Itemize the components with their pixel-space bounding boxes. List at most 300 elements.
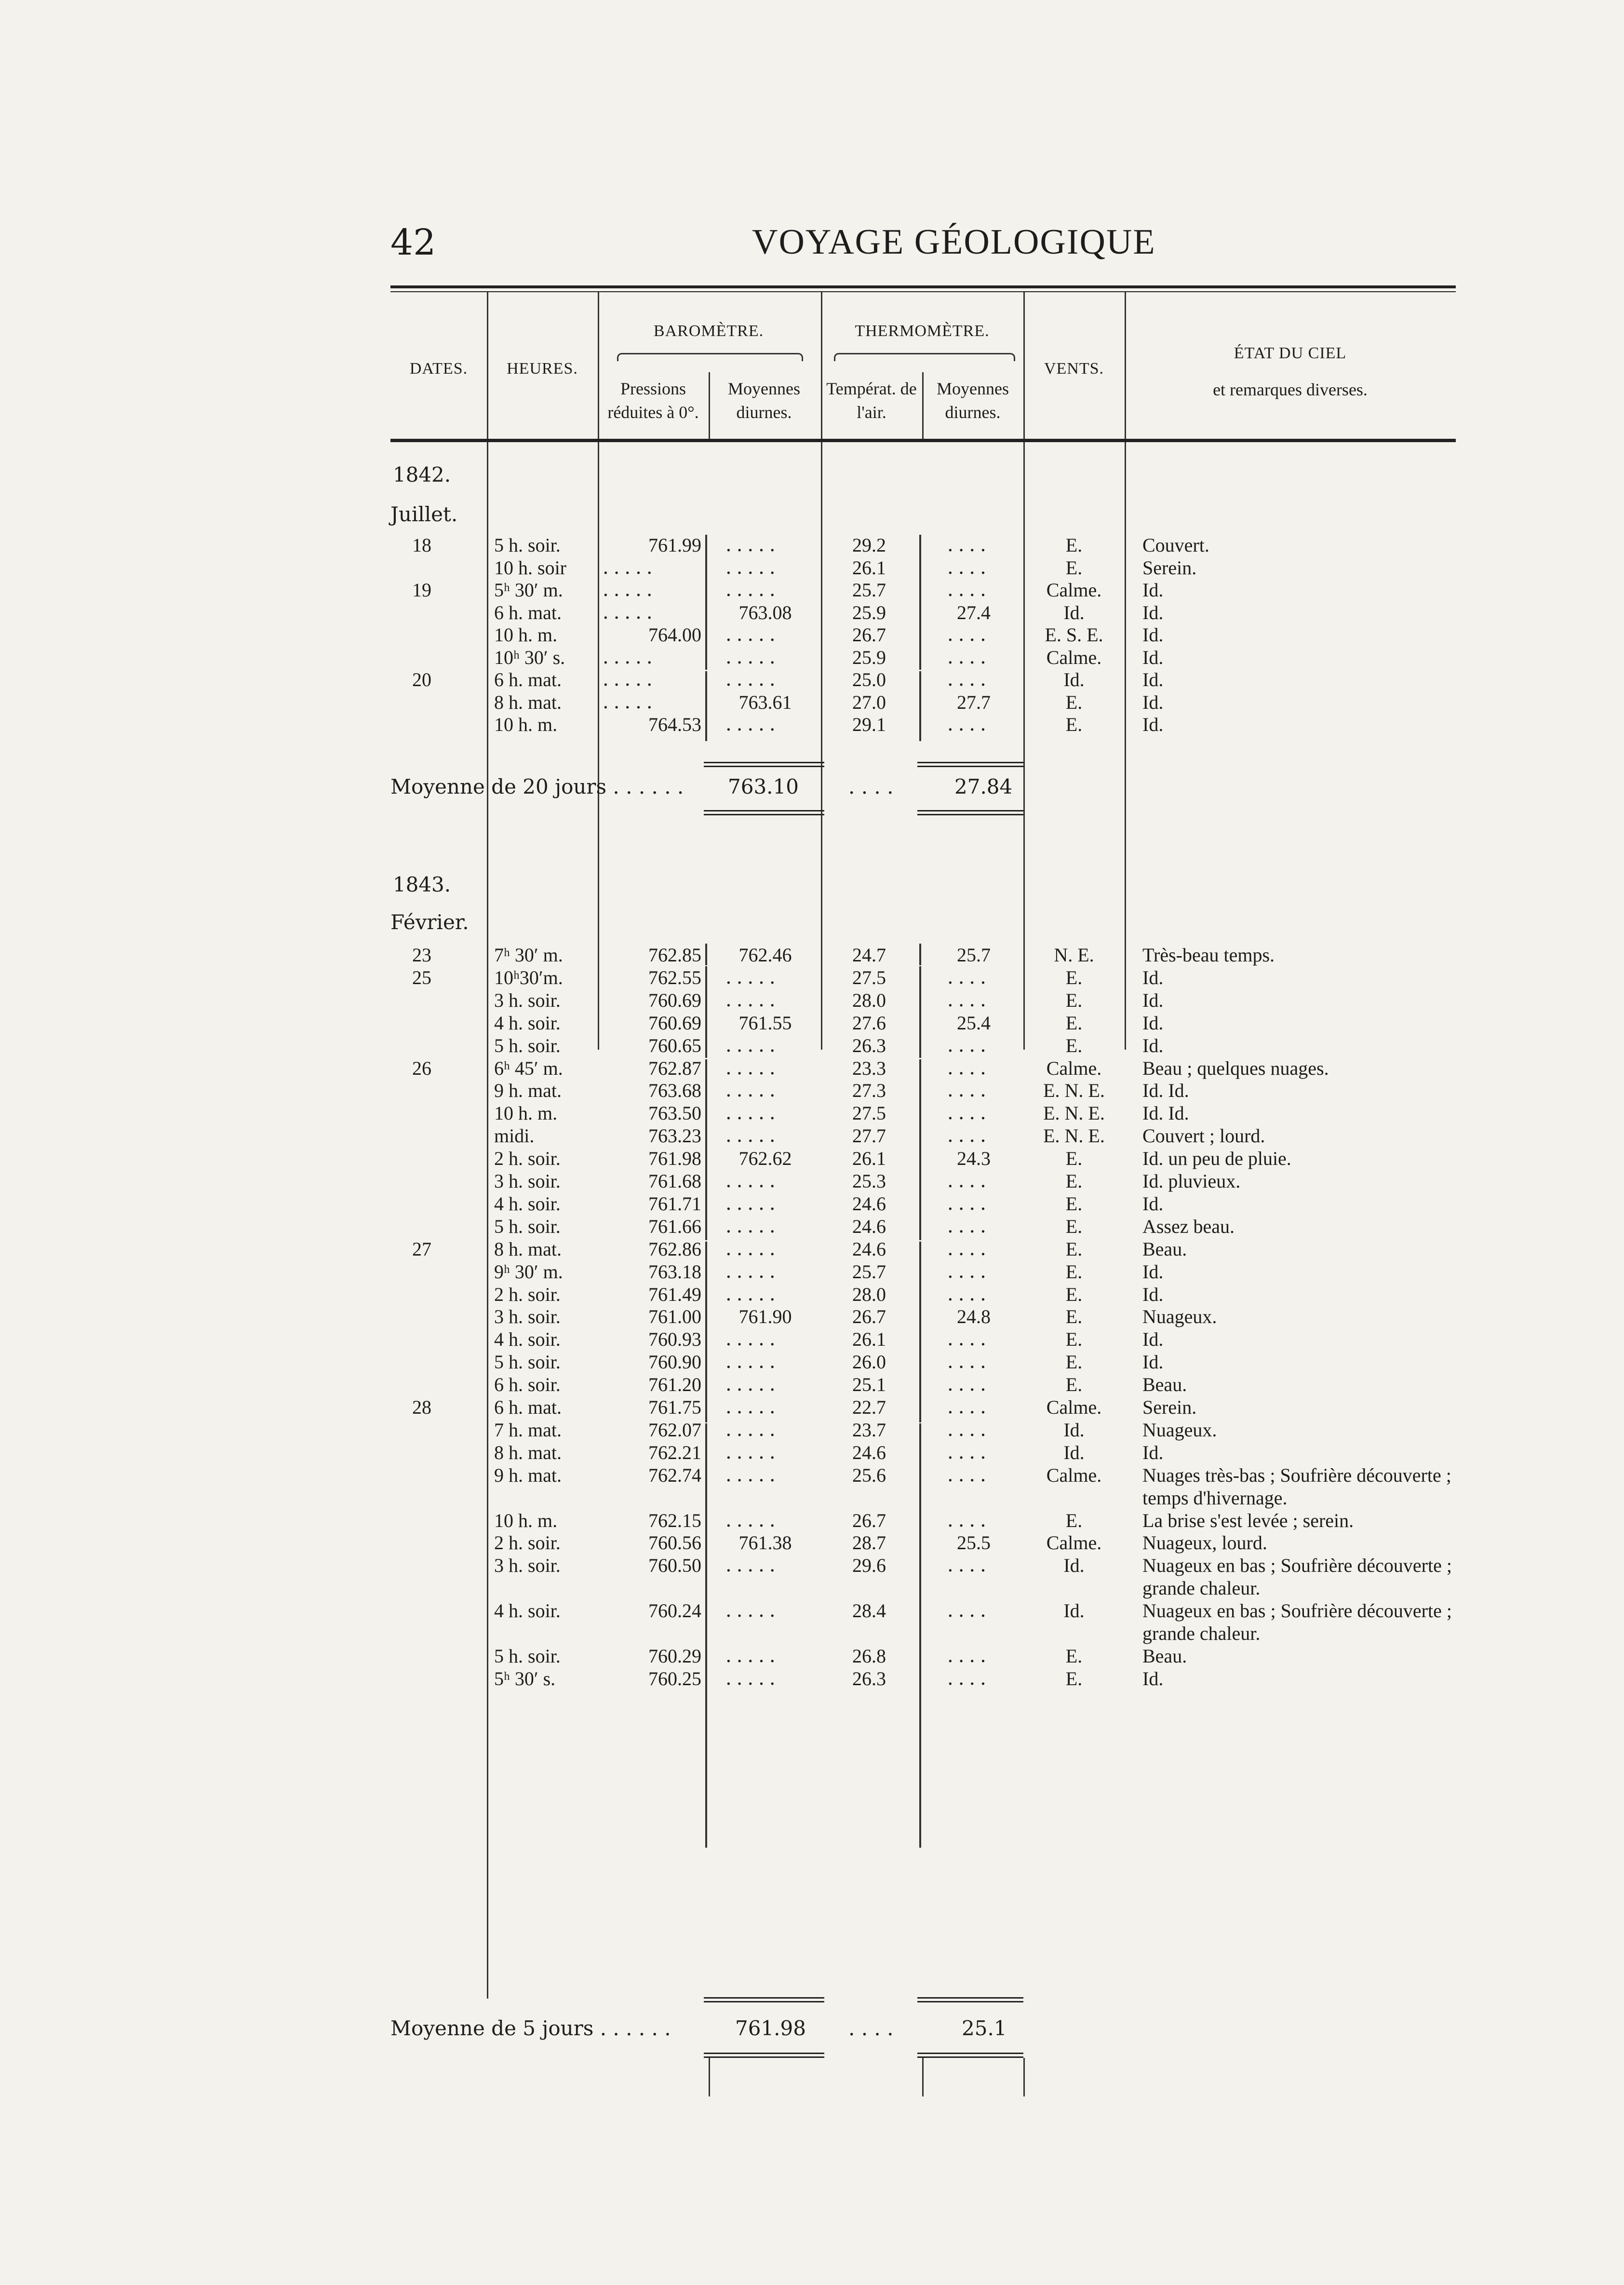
sky-state-cell: Id. [1142,624,1164,646]
sky-state-cell: Couvert. [1142,534,1209,556]
pressure-cell: 760.65 [648,1034,701,1056]
wind-cell: E. [1065,714,1083,735]
temperature-cell: 26.7 [852,1509,886,1531]
temperature-cell: 27.5 [852,966,886,988]
pressure-cell: 760.29 [648,1645,701,1667]
sky-state-cell: Id. [1142,989,1164,1011]
avg-rule [917,810,1023,811]
day-cell: 25 [412,966,431,988]
thermo-mean-dots: .... [947,1283,991,1305]
temperature-cell: 29.1 [852,714,886,735]
wind-cell: E. [1065,1238,1083,1260]
time-cell: 10 h. m. [494,714,558,735]
wind-cell: E. [1065,1260,1083,1283]
temperature-cell: 22.7 [852,1396,886,1418]
avg-rule [917,2001,1023,2002]
pressure-cell: 760.69 [648,989,701,1011]
time-cell: 3 h. soir. [494,989,561,1011]
baro-mean-dots: ..... [725,713,780,735]
wind-cell: E. [1065,1306,1083,1328]
day-brace [919,1423,921,1848]
time-cell: 5 h. soir. [494,1034,561,1056]
year-1843: 1843. [392,873,451,896]
baro-mean-dots: ..... [725,1554,780,1577]
time-cell: 6 h. mat. [494,1396,562,1418]
day-brace [919,966,921,1058]
page-title: VOYAGE GÉOLOGIQUE [752,222,1156,262]
sky-state-cell: Serein. [1142,1396,1197,1418]
wind-cell: Id. [1063,1441,1085,1463]
thermo-mean-dots: .... [947,1396,991,1418]
temperature-cell: 25.7 [852,579,886,601]
sky-state-cell: Id. Id. [1142,1102,1189,1124]
sky-state-cell: Serein. [1142,556,1197,579]
wind-cell: E. [1065,1192,1083,1215]
baro-mean-cell: 762.46 [738,944,792,966]
avg-rule [917,2056,1023,2058]
average-2-dots: . . . . [848,2016,894,2040]
sky-state-cell: Id. [1142,1351,1164,1373]
baro-mean-dots: ..... [725,556,780,579]
temperature-cell: 26.8 [852,1645,886,1667]
col-line [487,292,488,439]
avg-rule [917,1997,1023,1999]
temperature-cell: 27.0 [852,691,886,713]
baro-mean-dots: ..... [725,1124,780,1147]
thermo-mean-dots: .... [947,1260,991,1283]
sky-state-cell: Id. [1142,601,1164,623]
pressure-dots: ..... [603,690,658,713]
time-cell: 10ʰ 30′ s. [494,646,565,668]
pressure-cell: 762.87 [648,1057,701,1079]
baro-mean-dots: ..... [725,1509,780,1531]
wind-cell: Calme. [1046,1464,1102,1486]
avg-rule [704,810,824,811]
day-brace [919,1242,921,1422]
header-moyennes-thermo: Moyennes diurnes. [937,379,1009,422]
thermo-mean-dots: .... [947,1373,991,1396]
baro-mean-cell: 761.55 [738,1012,792,1034]
time-cell: 6ʰ 45′ m. [494,1057,563,1079]
day-cell: 26 [412,1057,431,1079]
page-header [390,222,1451,265]
avg-rule [704,762,824,763]
time-cell: 6 h. mat. [494,601,562,623]
temperature-cell: 27.3 [852,1080,886,1102]
page-number: 42 [390,222,436,263]
wind-cell: Calme. [1046,1396,1102,1418]
temperature-cell: 23.3 [852,1057,886,1079]
pressure-cell: 761.49 [648,1283,701,1305]
thermo-mean-dots: .... [947,713,991,735]
header-rule [390,439,1456,442]
sky-state-cell: Nuageux en bas ; Soufrière découverte ; grande chaleur. [1142,1600,1452,1645]
sky-state-cell: Id. [1142,669,1164,690]
pressure-cell: 762.21 [648,1441,701,1463]
avg-rule [917,814,1023,815]
pressure-cell: 760.25 [648,1667,701,1690]
col-line [598,292,599,439]
pressure-cell: 760.50 [648,1555,701,1577]
thermo-mean-dots: .... [947,579,991,601]
temperature-cell: 29.2 [852,534,886,556]
time-cell: 5 h. soir. [494,534,561,556]
day-cell: 23 [412,944,431,966]
col-line [821,292,822,439]
avg-rule [704,766,824,767]
day-brace [919,535,921,670]
sky-state-cell: Id. [1142,714,1164,735]
pressure-cell: 760.93 [648,1328,701,1351]
temperature-cell: 28.0 [852,989,886,1011]
temperature-cell: 24.6 [852,1238,886,1260]
temperature-cell: 23.7 [852,1419,886,1441]
baro-mean-dots: ..... [725,1463,780,1486]
wind-cell: E. N. E. [1043,1080,1105,1102]
time-cell: 3 h. soir. [494,1306,561,1328]
time-cell: 10 h. m. [494,1509,558,1531]
thermo-mean-cell: 25.7 [957,944,991,966]
time-cell: 6 h. mat. [494,669,562,690]
wind-cell: E. [1065,1328,1083,1351]
baro-mean-dots: ..... [725,623,780,646]
header-heures: HEURES. [507,360,578,378]
sky-state-cell: Id. [1142,646,1164,668]
average-1-thermo: 27.84 [954,775,1013,798]
pressure-cell: 762.86 [648,1238,701,1260]
temperature-cell: 28.7 [852,1532,886,1554]
wind-cell: E. [1065,1509,1083,1531]
baro-mean-dots: ..... [725,534,780,556]
pressure-cell: 761.20 [648,1374,701,1396]
avg-rule [704,2053,824,2054]
sky-state-cell: Id. [1142,1667,1164,1690]
temperature-cell: 25.0 [852,669,886,690]
time-cell: 5 h. soir. [494,1351,561,1373]
day-brace [705,1242,707,1422]
pressure-cell: 764.53 [648,714,701,735]
avg-rule [704,2056,824,2058]
wind-cell: E. [1065,1012,1083,1034]
time-cell: 10ʰ30′m. [494,966,563,988]
header-thermometre: THERMOMÈTRE. [855,322,990,340]
col-line [487,873,488,1999]
thermo-mean-dots: .... [947,1441,991,1463]
pressure-dots: ..... [603,579,658,601]
wind-cell: E. S. E. [1045,624,1103,646]
sky-state-cell: Id. [1142,1192,1164,1215]
sky-state-cell: Beau. [1142,1374,1187,1396]
pressure-cell: 760.56 [648,1532,701,1554]
time-cell: 3 h. soir. [494,1555,561,1577]
year-1842: 1842. [392,463,451,487]
col-line [1125,442,1126,1050]
sky-state-cell: Beau. [1142,1645,1187,1667]
sky-state-cell: Id. [1142,1328,1164,1351]
thermo-mean-cell: 27.7 [957,691,991,713]
baro-mean-dots: ..... [725,1418,780,1441]
temperature-cell: 25.6 [852,1464,886,1486]
time-cell: 4 h. soir. [494,1012,561,1034]
pressure-cell: 762.85 [648,944,701,966]
sky-state-cell: Id. [1142,1012,1164,1034]
temperature-cell: 26.3 [852,1034,886,1056]
pressure-cell: 761.75 [648,1396,701,1418]
thermo-mean-dots: .... [947,1351,991,1373]
wind-cell: N. E. [1054,944,1094,966]
thermo-mean-dots: .... [947,1418,991,1441]
wind-cell: E. [1065,1215,1083,1237]
wind-cell: E. [1065,534,1083,556]
time-cell: 5ʰ 30′ s. [494,1667,556,1690]
time-cell: 9ʰ 30′ m. [494,1260,563,1283]
avg-rule [917,766,1023,767]
temperature-cell: 28.4 [852,1600,886,1622]
sky-state-cell: Nuageux en bas ; Soufrière découverte ; grande chaleur. [1142,1555,1452,1599]
baro-mean-dots: ..... [725,1441,780,1463]
thermo-mean-dots: .... [947,668,991,690]
wind-cell: E. [1065,556,1083,579]
pressure-cell: 760.90 [648,1351,701,1373]
baro-mean-dots: ..... [725,1260,780,1283]
baro-mean-cell: 763.61 [738,691,792,713]
baro-mean-dots: ..... [725,1034,780,1056]
thermo-mean-dots: .... [947,534,991,556]
time-cell: 10 h. m. [494,624,558,646]
pressure-cell: 763.23 [648,1125,701,1147]
baro-mean-dots: ..... [725,1215,780,1237]
header-dates: DATES. [409,360,468,378]
baro-mean-dots: ..... [725,668,780,690]
wind-cell: E. [1065,691,1083,713]
baro-mean-dots: ..... [725,966,780,988]
avg-rule [704,1997,824,1999]
pressure-cell: 763.68 [648,1080,701,1102]
temperature-cell: 25.3 [852,1170,886,1192]
avg-rule [704,2001,824,2002]
sky-state-cell: Id. [1142,579,1164,601]
thermo-mean-dots: .... [947,1102,991,1124]
wind-cell: E. [1065,1351,1083,1373]
wind-cell: E. N. E. [1043,1102,1105,1124]
month-juillet: Juillet. [390,502,458,526]
day-brace [919,1059,921,1240]
baro-mean-dots: ..... [725,1351,780,1373]
col-line [709,2058,710,2096]
pressure-cell: 763.50 [648,1102,701,1124]
time-cell: midi. [494,1125,535,1147]
pressure-cell: 760.24 [648,1600,701,1622]
wind-cell: E. [1065,1667,1083,1690]
baro-mean-dots: ..... [725,1170,780,1192]
pressure-cell: 761.98 [648,1148,701,1170]
time-cell: 5 h. soir. [494,1645,561,1667]
sky-state-cell: Id. un peu de pluie. [1142,1148,1291,1170]
baro-mean-dots: ..... [725,646,780,668]
wind-cell: Id. [1063,601,1085,623]
header-etat: ÉTAT DU CIEL [1234,344,1347,362]
col-line [709,372,710,439]
time-cell: 4 h. soir. [494,1192,561,1215]
wind-cell: E. [1065,989,1083,1011]
time-cell: 10 h. soir [494,556,566,579]
pressure-cell: 760.69 [648,1012,701,1034]
day-cell: 28 [412,1396,431,1418]
temperature-cell: 26.3 [852,1667,886,1690]
time-cell: 5 h. soir. [494,1215,561,1237]
thermo-mean-dots: .... [947,1034,991,1056]
sky-state-cell: Couvert ; lourd. [1142,1125,1265,1147]
sky-state-cell: Beau. [1142,1238,1187,1260]
thermo-mean-dots: .... [947,556,991,579]
baro-mean-dots: ..... [725,1373,780,1396]
pressure-cell: 762.74 [648,1464,701,1486]
time-cell: 9 h. mat. [494,1464,562,1486]
baro-mean-dots: ..... [725,1079,780,1102]
thermo-mean-dots: .... [947,1237,991,1260]
wind-cell: E. [1065,1034,1083,1056]
average-2-label: Moyenne de 5 jours . . . . . . [390,2016,671,2040]
sky-state-cell: Nuageux, lourd. [1142,1532,1267,1554]
time-cell: 8 h. mat. [494,1238,562,1260]
baro-mean-cell: 763.08 [738,601,792,623]
wind-cell: Calme. [1046,646,1102,668]
time-cell: 4 h. soir. [494,1600,561,1622]
wind-cell: E. [1065,1148,1083,1170]
wind-cell: Calme. [1046,579,1102,601]
day-brace [705,671,707,741]
temperature-cell: 27.6 [852,1012,886,1034]
thermo-mean-dots: .... [947,1667,991,1690]
thermo-mean-dots: .... [947,623,991,646]
baro-mean-dots: ..... [725,1599,780,1622]
wind-cell: Id. [1063,1555,1085,1577]
sky-state-cell: Beau ; quelques nuages. [1142,1057,1329,1079]
pressure-dots: ..... [603,668,658,690]
wind-cell: Id. [1063,1419,1085,1441]
avg-rule [917,2053,1023,2054]
baro-mean-dots: ..... [725,1237,780,1260]
thermo-mean-dots: .... [947,1328,991,1351]
time-cell: 2 h. soir. [494,1148,561,1170]
time-cell: 2 h. soir. [494,1283,561,1305]
baro-mean-dots: ..... [725,988,780,1011]
header-barometre: BAROMÈTRE. [653,322,764,340]
baro-mean-dots: ..... [725,1192,780,1215]
wind-cell: E. N. E. [1043,1125,1105,1147]
col-line [1125,292,1126,439]
sky-state-cell: Id. [1142,1260,1164,1283]
thermo-mean-dots: .... [947,1554,991,1577]
temperature-cell: 24.6 [852,1215,886,1237]
pressure-cell: 761.00 [648,1306,701,1328]
header-moyennes-baro: Moyennes diurnes. [728,379,800,422]
day-brace [705,535,707,670]
baro-mean-dots: ..... [725,1667,780,1690]
sky-state-cell: Très-beau temps. [1142,944,1275,966]
thermo-mean-dots: .... [947,1599,991,1622]
day-cell: 19 [412,579,431,601]
sky-state-cell: Id. [1142,966,1164,988]
time-cell: 7 h. mat. [494,1419,562,1441]
day-cell: 18 [412,534,431,556]
pressure-cell: 762.15 [648,1509,701,1531]
baro-mean-dots: ..... [725,1102,780,1124]
sky-state-cell: Nuageux. [1142,1419,1217,1441]
time-cell: 10 h. m. [494,1102,558,1124]
temperature-cell: 26.7 [852,624,886,646]
time-cell: 4 h. soir. [494,1328,561,1351]
time-cell: 3 h. soir. [494,1170,561,1192]
col-line [1023,292,1025,439]
pressure-cell: 762.55 [648,966,701,988]
wind-cell: Calme. [1046,1532,1102,1554]
temperature-cell: 25.7 [852,1260,886,1283]
thermo-mean-dots: .... [947,1509,991,1531]
wind-cell: E. [1065,1170,1083,1192]
time-cell: 9 h. mat. [494,1080,562,1102]
average-1-dots: . . . . [848,775,894,798]
sky-state-cell: Id. pluvieux. [1142,1170,1241,1192]
sky-state-cell: Id. [1142,1283,1164,1305]
thermo-mean-dots: .... [947,966,991,988]
col-line [922,372,924,439]
day-cell: 27 [412,1238,431,1260]
pressure-cell: 764.00 [648,624,701,646]
day-brace [919,671,921,741]
temperature-cell: 25.1 [852,1374,886,1396]
thermo-mean-dots: .... [947,1463,991,1486]
wind-cell: E. [1065,1645,1083,1667]
sky-state-cell: Nuages très-bas ; Soufrière découverte ; temps d'hivernage. [1142,1464,1451,1509]
sky-state-cell: Assez beau. [1142,1215,1235,1237]
pressure-cell: 761.66 [648,1215,701,1237]
pressure-cell: 763.18 [648,1260,701,1283]
pressure-dots: ..... [603,646,658,668]
temperature-cell: 26.0 [852,1351,886,1373]
temperature-cell: 26.1 [852,1328,886,1351]
temperature-cell: 24.7 [852,944,886,966]
sky-state-cell: Id. [1142,1441,1164,1463]
day-brace [705,944,707,965]
baro-mean-dots: ..... [725,1644,780,1667]
day-brace [705,966,707,1058]
wind-cell: Calme. [1046,1057,1102,1079]
time-cell: 6 h. soir. [494,1374,561,1396]
barometre-brace [617,353,803,361]
baro-mean-dots: ..... [725,1396,780,1418]
time-cell: 5ʰ 30′ m. [494,579,563,601]
day-brace [919,944,921,965]
pressure-cell: 762.07 [648,1419,701,1441]
baro-mean-cell: 762.62 [738,1148,792,1170]
baro-mean-cell: 761.90 [738,1306,792,1328]
thermo-mean-cell: 24.8 [957,1306,991,1328]
top-rule [390,285,1456,288]
pressure-dots: ..... [603,556,658,579]
wind-cell: E. [1065,1283,1083,1305]
thermo-mean-cell: 25.4 [957,1012,991,1034]
time-cell: 2 h. soir. [494,1532,561,1554]
baro-mean-dots: ..... [725,1283,780,1305]
temperature-cell: 25.9 [852,601,886,623]
pressure-cell: 761.99 [648,534,701,556]
thermo-mean-dots: .... [947,988,991,1011]
time-cell: 8 h. mat. [494,1441,562,1463]
baro-mean-dots: ..... [725,1328,780,1351]
temperature-cell: 24.6 [852,1192,886,1215]
day-brace [705,1059,707,1240]
